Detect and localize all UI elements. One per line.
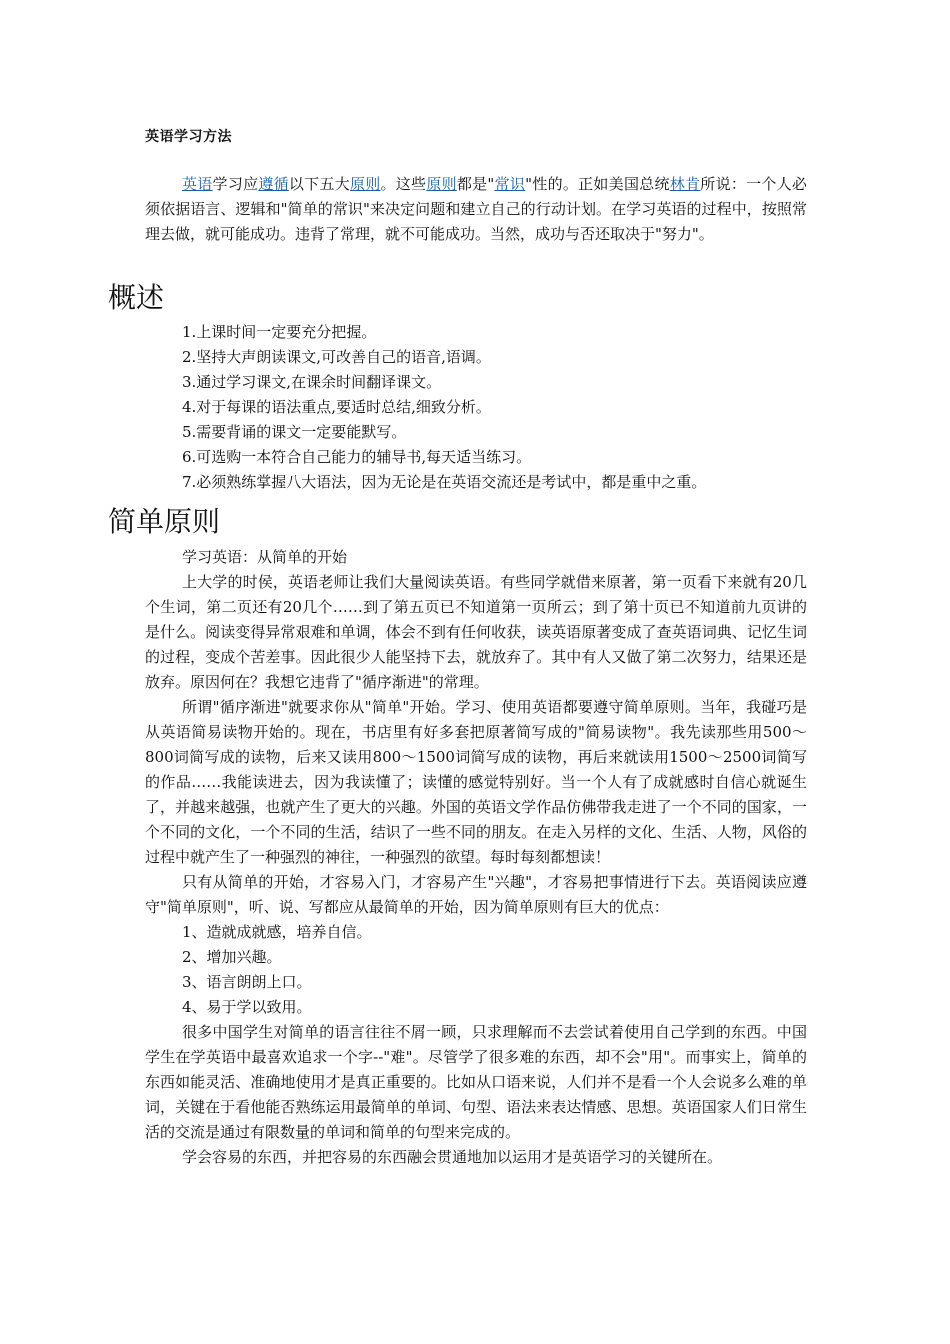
list-item: 5.需要背诵的课文一定要能默写。	[182, 423, 407, 441]
body-paragraph: 很多中国学生对简单的语言往往不屑一顾，只求理解而不去尝试着使用自己学到的东西。中国学生在学英语中最喜欢追求一个字--"难"。尽管学了很多难的东西，却不会"用"。而事实上，简单的东西如能灵活、准确地使用才是真正重要的。比如从口语来说，人们并不是看一个人会说多么难的单词，关键在于看他能否熟练运用最简单的单词、句型、语法来表达情感、思想。英语国家人们日常生活的交流是通过有限数量的单词和简单的句型来完成的。	[145, 1023, 807, 1141]
intro-text: 都是"	[456, 175, 495, 193]
intro-link-principle[interactable]: 原则	[349, 175, 381, 193]
list-item: 2.坚持大声朗读课文,可改善自己的语音,语调。	[182, 348, 491, 366]
intro-link-common-sense[interactable]: 常识	[494, 175, 526, 193]
intro-text: 以下五大	[288, 175, 350, 193]
list-item: 1.上课时间一定要充分把握。	[182, 323, 377, 341]
intro-text: 学习应	[212, 175, 259, 193]
advantage-item: 2、增加兴趣。	[182, 948, 282, 966]
simple-principle-body	[145, 545, 807, 1170]
body-paragraph: 所谓"循序渐进"就要求你从"简单"开始。学习、使用英语都要遵守简单原则。当年，我碰巧是从英语简易读物开始的。现在，书店里有好多套把原著简写成的"简易读物"。我先读那些用500～800词简写成的读物，后来又读用800～1500词简写成的读物，再后来就读用1500～2500词简写的作品……我能读进去，因为我读懂了；读懂的感觉特别好。当一个人有了成就感时自信心就诞生了，并越来越强，也就产生了更大的兴趣。外国的英语文学作品仿佛带我走进了一个不同的国家，一个不同的文化，一个不同的生活，结识了一些不同的朋友。在走入另样的文化、生活、人物，风俗的过程中就产生了一种强烈的神往，一种强烈的欲望。每时每刻都想读！	[145, 698, 807, 866]
intro-text: "性的。正如美国总统	[525, 175, 670, 193]
intro-link-follow[interactable]: 遵循	[258, 175, 289, 193]
intro-link-lincoln[interactable]: 林肯	[669, 175, 701, 193]
body-paragraph: 只有从简单的开始，才容易入门，才容易产生"兴趣"，才容易把事情进行下去。英语阅读应遵守"简单原则"，听、说、写都应从最简单的开始，因为简单原则有巨大的优点：	[145, 873, 807, 916]
intro-link-principle[interactable]: 原则	[426, 175, 457, 193]
body-paragraph: 上大学的时侯，英语老师让我们大量阅读英语。有些同学就借来原著，第一页看下来就有20几个生词，第二页还有20几个……到了第五页已不知道第一页所云；到了第十页已不知道前九页讲的是什么。阅读变得异常艰难和单调，体会不到有任何收获，读英语原著变成了查英语词典、记忆生词的过程，变成个苦差事。因此很少人能坚持下去，就放弃了。其中有人又做了第二次努力，结果还是放弃。原因何在？我想它违背了"循序渐进"的常理。	[145, 573, 807, 691]
section-subtitle: 学习英语：从简单的开始	[182, 548, 348, 566]
list-item: 4.对于每课的语法重点,要适时总结,细致分析。	[182, 398, 491, 416]
intro-paragraph	[145, 172, 807, 247]
intro-text: 所说：一个人必须依据语言、逻辑和"简单的常识"来决定问题和建立自己的行动计划。在学习英语的过程中，按照常理去做，就可能成功。违背了常理，就不可能成功。当然，成功与否还取决于"努力"。	[145, 175, 807, 243]
document-title: 英语学习方法	[145, 129, 232, 145]
advantage-item: 4、易于学以致用。	[182, 998, 312, 1016]
intro-text: 。这些	[380, 175, 427, 193]
overview-list	[182, 320, 822, 495]
overview-heading: 概述	[108, 281, 165, 314]
simple-principle-heading: 简单原则	[108, 505, 221, 538]
intro-link-english[interactable]: 英语	[182, 175, 213, 193]
body-paragraph: 学会容易的东西，并把容易的东西融会贯通地加以运用才是英语学习的关键所在。	[182, 1148, 723, 1166]
advantage-item: 1、造就成就感，培养自信。	[182, 923, 372, 941]
advantage-item: 3、语言朗朗上口。	[182, 973, 312, 991]
list-item: 6.可选购一本符合自己能力的辅导书,每天适当练习。	[182, 448, 532, 466]
list-item: 7.必须熟练掌握八大语法，因为无论是在英语交流还是考试中，都是重中之重。	[182, 473, 707, 491]
list-item: 3.通过学习课文,在课余时间翻译课文。	[182, 373, 442, 391]
